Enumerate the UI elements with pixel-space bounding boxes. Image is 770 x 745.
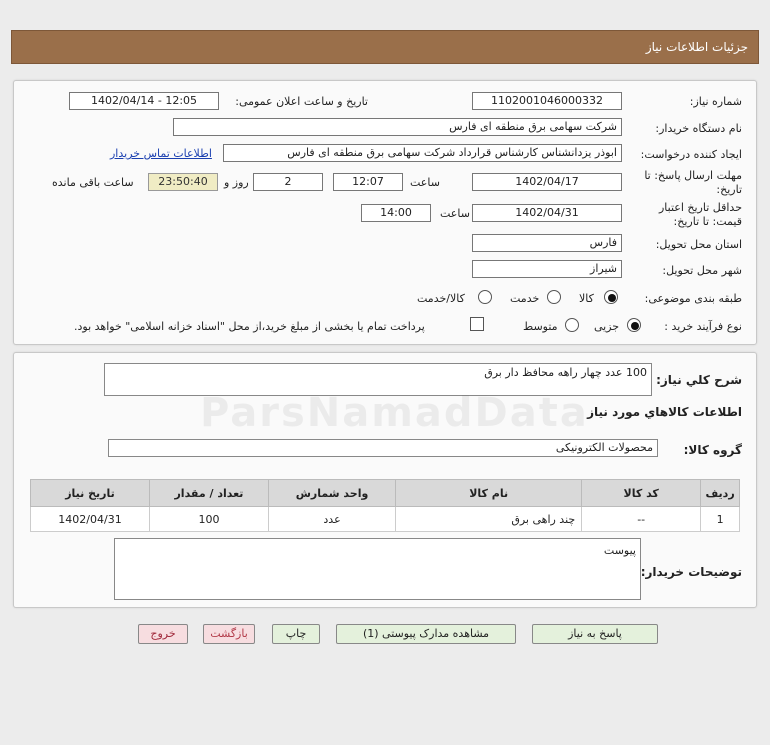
process-option-medium: متوسط <box>523 320 558 333</box>
print-button[interactable]: چاپ <box>272 624 320 644</box>
process-radio-small[interactable] <box>627 318 641 332</box>
deadline-label-2: تاریخ: <box>716 183 742 196</box>
goods-group-field: محصولات الکترونیکی <box>108 439 658 457</box>
category-radio-goods[interactable] <box>604 290 618 304</box>
validity-time-field: 14:00 <box>361 204 431 222</box>
col-date-header: تاریخ نیاز <box>31 480 150 507</box>
col-qty-header: تعداد / مقدار <box>150 480 269 507</box>
col-code-header: کد کالا <box>582 480 701 507</box>
deadline-date-field: 1402/04/17 <box>472 173 622 191</box>
buyer-notes-label: توضیحات خریدار: <box>640 565 742 579</box>
goods-group-label: گروه کالا: <box>683 443 742 457</box>
need-desc-field: 100 عدد چهار راهه محافظ دار برق <box>104 363 652 396</box>
category-option-service: خدمت <box>510 292 540 305</box>
buyer-org-label: نام دستگاه خریدار: <box>655 122 742 135</box>
reply-button[interactable]: پاسخ به نیاز <box>532 624 658 644</box>
validity-time-label: ساعت <box>440 207 470 220</box>
province-field: فارس <box>472 234 622 252</box>
page-title: جزئیات اطلاعات نیاز <box>645 40 748 54</box>
announce-label: تاریخ و ساعت اعلان عمومی: <box>235 95 368 108</box>
process-radio-medium[interactable] <box>565 318 579 332</box>
process-option-small: جزیی <box>594 320 620 333</box>
cell-row: 1 <box>701 507 740 532</box>
page-header <box>11 30 759 64</box>
need-desc-label: شرح کلي نياز: <box>656 373 742 387</box>
payment-note: پرداخت تمام یا بخشی از مبلغ خرید،از محل "اسناد خزانه اسلامی" خواهد بود. <box>74 320 425 333</box>
goods-info-title: اطلاعات کالاهاي مورد نياز <box>587 405 742 419</box>
buyer-contact-link[interactable]: اطلاعات تماس خریدار <box>110 147 212 160</box>
need-number-label: شماره نیاز: <box>689 95 742 108</box>
requester-label: ایجاد کننده درخواست: <box>640 148 742 161</box>
days-field: 2 <box>253 173 323 191</box>
buyer-notes-field: پیوست <box>114 538 641 600</box>
category-radio-service[interactable] <box>547 290 561 304</box>
validity-date-field: 1402/04/31 <box>472 204 622 222</box>
cell-unit: عدد <box>268 507 395 532</box>
cell-qty: 100 <box>150 507 269 532</box>
watermark-text: ParsNamadData <box>200 390 589 436</box>
category-label: طبقه بندی موضوعی: <box>644 292 742 305</box>
city-field: شیراز <box>472 260 622 278</box>
col-unit-header: واحد شمارش <box>268 480 395 507</box>
cell-date: 1402/04/31 <box>31 507 150 532</box>
announce-field: 1402/04/14 - 12:05 <box>69 92 219 110</box>
deadline-time-label: ساعت <box>410 176 440 189</box>
treasury-checkbox[interactable] <box>470 317 484 331</box>
items-table <box>30 479 740 532</box>
deadline-label: مهلت ارسال پاسخ: تا <box>644 169 742 182</box>
days-label: روز و <box>224 176 249 189</box>
view-documents-button[interactable]: مشاهده مدارک پیوستی (1) <box>336 624 516 644</box>
remaining-label: ساعت باقی مانده <box>52 176 134 189</box>
exit-button[interactable]: خروج <box>138 624 188 644</box>
process-label: نوع فرآیند خرید : <box>664 320 742 333</box>
deadline-time-field: 12:07 <box>333 173 403 191</box>
buyer-org-field: شرکت سهامی برق منطقه ای فارس <box>173 118 622 136</box>
need-number-field: 1102001046000332 <box>472 92 622 110</box>
city-label: شهر محل تحویل: <box>662 264 742 277</box>
requester-field: ابوذر یزدانشناس کارشناس قرارداد شرکت سهامی برق منطقه ای فارس <box>223 144 622 162</box>
table-header-row <box>31 480 740 507</box>
category-radio-both[interactable] <box>478 290 492 304</box>
category-option-goods: کالا <box>579 292 594 305</box>
back-button[interactable]: بازگشت <box>203 624 255 644</box>
table-row <box>31 507 740 532</box>
cell-name: چند راهی برق <box>396 507 582 532</box>
items-table-wrapper <box>30 479 740 532</box>
validity-label-2: قیمت: تا تاریخ: <box>673 215 742 228</box>
validity-label: حداقل تاریخ اعتبار <box>658 201 742 214</box>
col-row-header: ردیف <box>701 480 740 507</box>
cell-code: -- <box>582 507 701 532</box>
col-name-header: نام کالا <box>396 480 582 507</box>
remaining-time-field: 23:50:40 <box>148 173 218 191</box>
category-option-both: کالا/خدمت <box>417 292 465 305</box>
province-label: استان محل تحویل: <box>655 238 742 251</box>
